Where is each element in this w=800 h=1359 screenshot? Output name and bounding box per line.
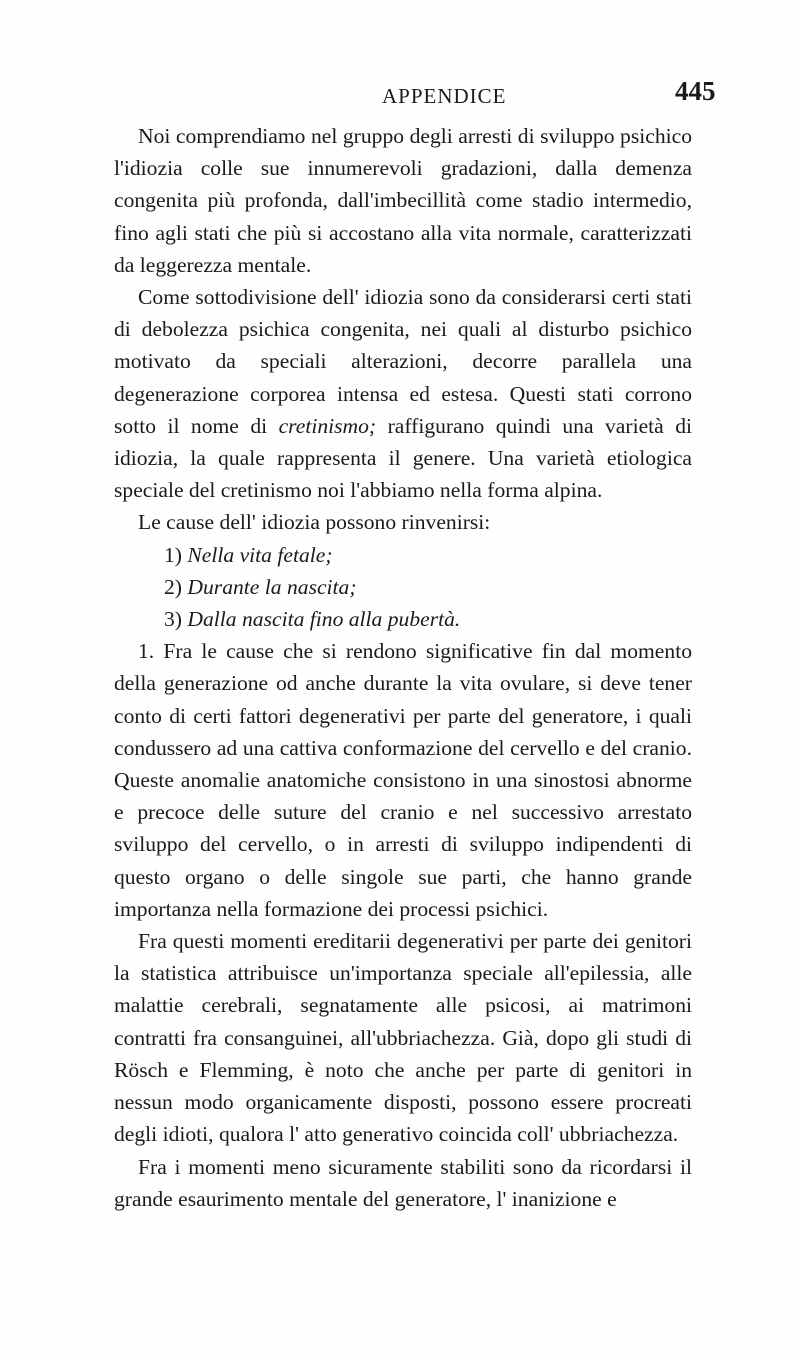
paragraph-4: 1. Fra le cause che si rendono significative fin dal momento della generazione od anche durante la vita ovulare, si deve tener conto di certi fattori degenerativi per parte del generatore, i quali condussero ad una cattiva conformazione del cervello e del cranio. Queste anomalie anatomiche consistono in una sinostosi abnorme e precoce delle suture del cranio e nel successivo arrestato sviluppo del cervello, o in arresti di sviluppo indipendenti di questo organo o delle singole sue parti, che hanno grande importanza nella formazione dei processi psichici. [114,639,692,921]
term-cretinismo: cretinismo; [278,413,377,438]
list-item [114,603,692,635]
causes-list [114,539,692,636]
body-text [114,120,692,1215]
paragraph-3: Le cause dell' idiozia possono rinvenirsi: [138,510,491,535]
list-item [114,571,692,603]
paragraph-1: Noi comprendiamo nel gruppo degli arresti di sviluppo psichico l'idiozia colle sue innumerevoli gradazioni, dalla demenza congenita più profonda, dall'imbecillità come stadio intermedio, fino agli stati che più si accostano alla vita normale, caratterizzati da leggerezza mentale. [114,124,692,277]
running-title: APPENDICE [382,84,507,108]
page-header [0,72,800,112]
list-item [114,539,692,571]
page-number: 445 [675,76,716,106]
list-item-text: Dalla nascita fino alla pubertà. [187,607,461,632]
paragraph-2-text-a: Come sottodivisione dell' idiozia sono da considerarsi certi stati di debolezza psichica congenita, nei quali al disturbo psichico motivato da speciali alterazioni, decorre parallela una degenerazione corporea intensa ed estesa. Questi stati corrono sotto il nome di [114,285,692,438]
paragraph-5: Fra questi momenti ereditarii degenerativi per parte dei genitori la statistica attribuisce un'importanza speciale all'epilessia, alle malattie cerebrali, segnatamente alle psicosi, ai matrimoni contratti fra consanguinei, all'ubbriachezza. Già, dopo gli studi di Rösch e Flemming, è noto che anche per parte di genitori in nessun modo organicamente disposti, possono essere procreati degli idioti, qualora l' atto generativo coincida coll' ubbriachezza. [114,929,692,1147]
paragraph-6: Fra i momenti meno sicuramente stabiliti sono da ricordarsi il grande esaurimento mentale del generatore, l' inanizione e [114,1154,692,1211]
list-item-text: Nella vita fetale; [187,542,333,567]
list-item-number: 3) [164,607,182,632]
list-item-number: 2) [164,574,182,599]
list-item-text: Durante la nascita; [187,574,357,599]
paragraph-2 [114,281,692,506]
list-item-number: 1) [164,542,182,567]
paragraph-2-text-b: raffigurano quindi una varietà di idiozia, la quale rappresenta il genere. Una varietà etiologica speciale del cretinismo noi l'abbiamo nella forma alpina. [114,413,692,503]
